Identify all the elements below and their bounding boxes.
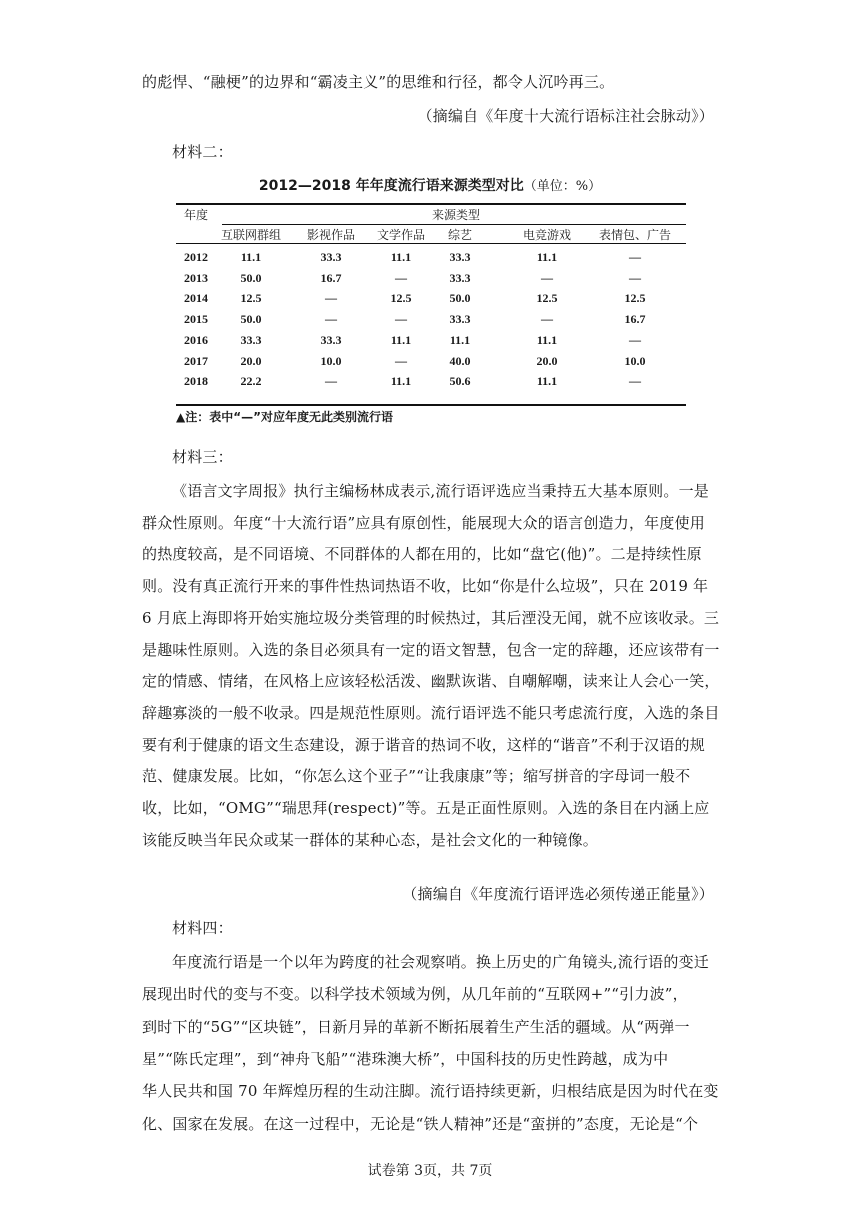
column-header: 互联网群组 bbox=[220, 228, 281, 242]
paragraph-line: 到时下的“5G”“区块链”，日新月异的革新不断拓展着生产生活的疆域。从“两弹一 bbox=[142, 1017, 690, 1036]
table-cell: 40.0 bbox=[449, 353, 471, 368]
table-unit: （单位：%） bbox=[523, 179, 602, 194]
paragraph-line: 星”“陈氏定理”，到“神舟飞船”“港珠澳大桥”，中国科技的历史性跨越，成为中 bbox=[142, 1049, 669, 1068]
table-row-year: 2016 bbox=[184, 332, 208, 347]
paragraph-line: 化、国家在发展。在这一过程中，无论是“铁人精神”还是“蛮拼的”态度，无论是“个 bbox=[142, 1114, 699, 1133]
table-cell: — bbox=[325, 291, 337, 306]
table-row-year: 2012 bbox=[184, 250, 208, 264]
table-cell: 33.3 bbox=[320, 332, 342, 347]
paragraph-line: 该能反映当年民众或某一群体的某种心态，是社会文化的一种镜像。 bbox=[142, 830, 599, 849]
source-citation-1: （摘编自《年度十大流行语标注社会脉动》） bbox=[417, 107, 714, 125]
table-cell: — bbox=[629, 374, 641, 389]
table-cell: 12.5 bbox=[240, 291, 262, 306]
table-cell: — bbox=[395, 312, 407, 327]
table-cell: 11.1 bbox=[390, 332, 412, 347]
column-header: 影视作品 bbox=[306, 228, 355, 242]
table-cell: — bbox=[325, 312, 337, 327]
table-cell: 12.5 bbox=[624, 291, 646, 306]
paragraph-line: 是趣味性原则。入选的条目必须具有一定的语文智慧，包含一定的辞趣，还应该带有一 bbox=[142, 640, 720, 659]
material4-heading: 材料四： bbox=[172, 919, 233, 937]
table-cell: — bbox=[629, 250, 641, 264]
column-header: 表情包、广告 bbox=[598, 228, 671, 242]
table-cell: 22.2 bbox=[240, 374, 262, 389]
paragraph-line: 展现出时代的变与不变。以科学技术领域为例，从几年前的“互联网+”“引力波”， bbox=[142, 985, 688, 1004]
year-header: 年度 bbox=[183, 208, 208, 222]
table-cell: 20.0 bbox=[240, 353, 262, 368]
table-cell: — bbox=[541, 312, 553, 327]
page-footer: 试卷第 3页，共 7页 bbox=[367, 1163, 493, 1179]
table-cell: 11.1 bbox=[240, 250, 262, 264]
paragraph-line: 则。没有真正流行开来的事件性热词热语不收，比如“你是什么垃圾”，只在 2019 年 bbox=[142, 577, 709, 596]
table-cell: 11.1 bbox=[536, 332, 558, 347]
table-cell: 33.3 bbox=[240, 332, 262, 347]
table-cell: 11.1 bbox=[536, 250, 558, 264]
table-row-year: 2013 bbox=[184, 270, 208, 285]
source-citation-3: （摘编自《年度流行语评选必须传递正能量》） bbox=[402, 885, 714, 903]
paragraph-line: 华人民共和国 70 年辉煌历程的生动注脚。流行语持续更新，归根结底是因为时代在变 bbox=[142, 1082, 719, 1101]
paragraph-line: 辞趣寡淡的一般不收录。四是规范性原则。流行语评选不能只考虑流行度，入选的条目 bbox=[142, 703, 720, 722]
paragraph-line: 6 月底上海即将开始实施垃圾分类管理的时候热过，其后湮没无闻，就不应该收录。三 bbox=[142, 608, 720, 627]
table-cell: 50.0 bbox=[449, 291, 471, 306]
table-title-text: 2012—2018 年年度流行语来源类型对比 bbox=[258, 178, 524, 194]
table-cell: 33.3 bbox=[449, 250, 471, 264]
table-cell: 33.3 bbox=[449, 312, 471, 327]
table-cell: 11.1 bbox=[390, 374, 412, 389]
table-title bbox=[0, 175, 860, 195]
table-cell: 11.1 bbox=[449, 332, 471, 347]
table-cell: — bbox=[395, 270, 407, 285]
column-header: 文学作品 bbox=[376, 228, 425, 242]
table-cell: 16.7 bbox=[624, 312, 646, 327]
table-cell: — bbox=[541, 270, 553, 285]
table-cell: — bbox=[629, 332, 641, 347]
table-cell: 33.3 bbox=[320, 250, 342, 264]
material3-heading: 材料三： bbox=[172, 448, 233, 466]
column-header: 综艺 bbox=[447, 228, 472, 242]
table-note: ▲注：表中“—”对应年度无此类别流行语 bbox=[176, 410, 394, 424]
table-row-year: 2014 bbox=[184, 291, 208, 306]
table-cell: 12.5 bbox=[536, 291, 558, 306]
table-cell: — bbox=[325, 374, 337, 389]
column-header: 电竞游戏 bbox=[522, 228, 571, 242]
paragraph-line: 范、健康发展。比如，“你怎么这个亚子”“让我康康”等；缩写拼音的字母词一般不 bbox=[142, 767, 691, 786]
paragraph-line: 的彪悍、“融梗”的边界和“霸凌主义”的思维和行径，都令人沉吟再三。 bbox=[142, 73, 615, 91]
table-cell: 50.0 bbox=[240, 270, 262, 285]
paragraph-line: 要有利于健康的语文生态建设，源于谐音的热词不收，这样的“谐音”不利于汉语的规 bbox=[142, 735, 705, 754]
table-cell: — bbox=[395, 353, 407, 368]
table-row-year: 2018 bbox=[184, 374, 208, 389]
group-rule bbox=[222, 224, 686, 225]
paragraph-line: 《语言文字周报》执行主编杨林成表示,流行语评选应当秉持五大基本原则。一是 bbox=[172, 482, 709, 500]
table-row-year: 2017 bbox=[184, 353, 208, 368]
table-cell: 20.0 bbox=[536, 353, 558, 368]
table-cell: 12.5 bbox=[390, 291, 412, 306]
table-cell: 11.1 bbox=[536, 374, 558, 389]
header-bottom-rule bbox=[176, 243, 686, 244]
group-header: 来源类型 bbox=[431, 208, 480, 222]
paragraph-line: 的热度较高，是不同语境、不同群体的人都在用的，比如“盘它(他)”。二是持续性原 bbox=[142, 545, 702, 564]
paragraph-line: 年度流行语是一个以年为跨度的社会观察哨。换上历史的广角镜头,流行语的变迁 bbox=[172, 953, 709, 971]
material2-heading: 材料二： bbox=[172, 143, 233, 161]
table-cell: 10.0 bbox=[624, 353, 646, 368]
paragraph-line: 收，比如，“OMG”“瑞思拜(respect)”等。五是正面性原则。入选的条目在内涵上应 bbox=[142, 799, 710, 817]
table-cell: 50.0 bbox=[240, 312, 262, 327]
paragraph-line: 群众性原则。年度“十大流行语”应具有原创性，能展现大众的语言创造力，年度使用 bbox=[142, 513, 705, 532]
table-cell: 11.1 bbox=[390, 250, 412, 264]
table-cell: 16.7 bbox=[320, 270, 342, 285]
table-row-year: 2015 bbox=[184, 312, 208, 327]
table-top-rule bbox=[176, 203, 686, 205]
table-bottom-rule bbox=[176, 404, 686, 406]
table-cell: 50.6 bbox=[449, 374, 471, 389]
table-cell: 33.3 bbox=[449, 270, 471, 285]
table-cell: 10.0 bbox=[320, 353, 342, 368]
table-cell: — bbox=[629, 270, 641, 285]
paragraph-line: 定的情感、情绪，在风格上应该轻松活泼、幽默诙谐、自嘲解嘲，读来让人会心一笑， bbox=[142, 672, 720, 691]
